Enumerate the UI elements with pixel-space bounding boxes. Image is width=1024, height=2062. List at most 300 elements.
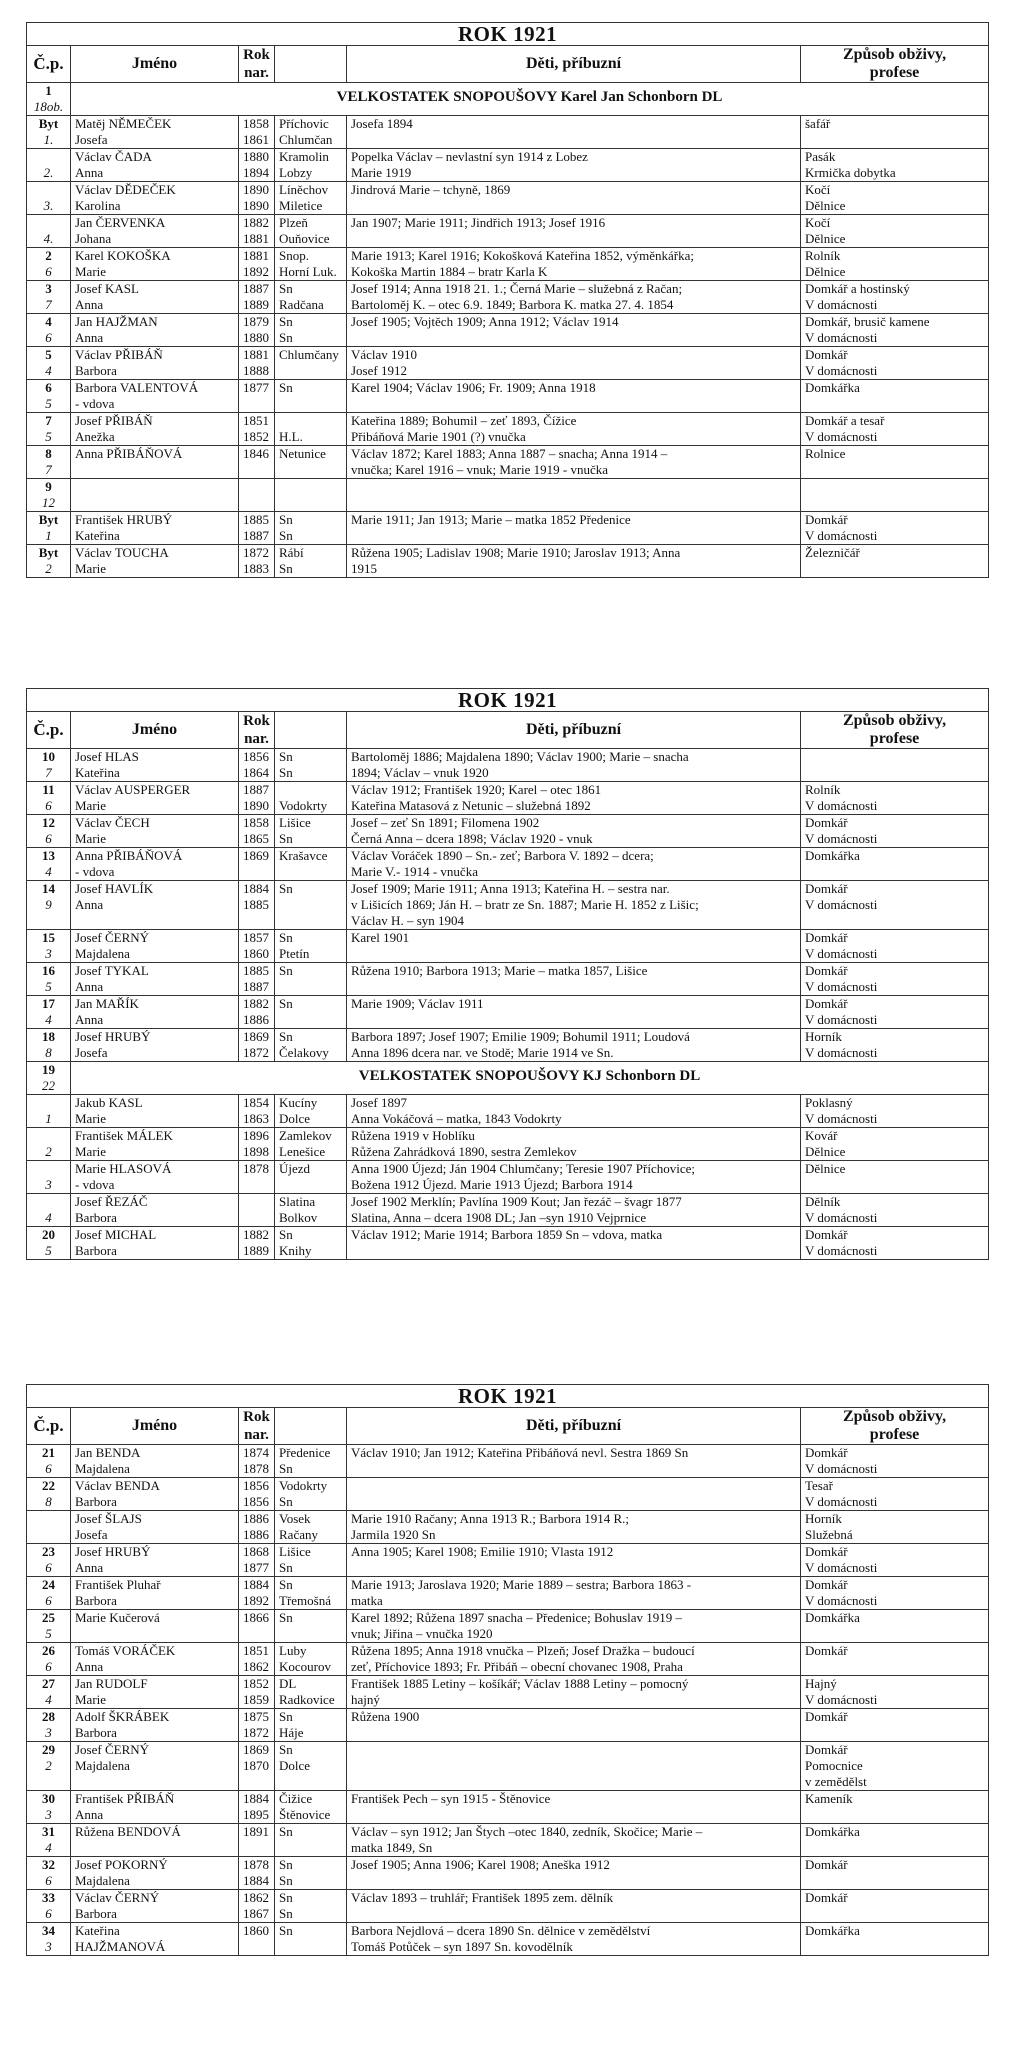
birth-year-cell [239,1923,275,1956]
occupation: Domkář a hostinský [805,281,910,296]
birthplace: Lenešice [279,1144,326,1159]
birth-year-cell [239,1890,275,1923]
house-number [31,1161,66,1177]
birthplace: Slatina [279,1194,316,1209]
birthplace-cell [275,815,347,848]
person-name: - vdova [75,396,115,411]
name-cell [71,149,239,182]
birthplace: Sn [279,1906,293,1921]
relatives-cell [347,815,801,848]
relatives-cell [347,413,801,446]
house-number-cell [27,930,71,963]
occupation: Domkář [805,1890,848,1905]
column-header-cp: Č.p. [27,712,71,749]
birth-year-cell [239,413,275,446]
person-name: Majdalena [75,1461,130,1476]
relatives-line: Marie 1910 Račany; Anna 1913 R.; Barbora 1914 R.; [351,1511,630,1526]
register-sheet-2 [26,688,988,1260]
occupation: Dělnice [805,264,846,279]
house-subnumber: 3 [45,1939,52,1954]
house-number-cell [27,1923,71,1956]
house-subnumber: 22 [42,1078,55,1093]
birth-year: 1878 [243,1461,269,1476]
house-subnumber: 1. [43,132,54,147]
header-row [27,1408,989,1445]
birthplace: Kucíny [279,1095,318,1110]
birth-year: 1894 [243,165,269,180]
house-number-cell [27,479,71,512]
occupation: Domkář [805,881,848,896]
birth-year: 1875 [243,1709,269,1724]
birthplace [279,782,342,798]
person-name: Anna [75,1807,104,1822]
house-number: 7 [45,413,52,428]
name-cell [71,413,239,446]
house-number: 11 [42,782,55,797]
house-number: 29 [42,1742,55,1757]
house-number: Byt [38,116,59,131]
house-number-cell [27,1161,71,1194]
birthplace: Sn [279,1461,293,1476]
birth-year: 1860 [243,946,269,961]
relatives-line: Václav 1893 – truhlář; František 1895 zem. dělník [351,1890,614,1905]
birthplace: Kocourov [279,1659,331,1674]
person-name: Barbora [75,1210,117,1225]
name-cell [71,881,239,930]
house-subnumber: 3. [43,198,54,213]
birthplace: Sn [279,1227,293,1242]
house-number: 8 [45,446,52,461]
name-cell [71,1923,239,1956]
person-name: František MÁLEK [75,1128,173,1143]
occupation-cell [801,963,989,996]
birth-year-cell [239,1610,275,1643]
birth-year: 1890 [243,798,269,813]
relatives-cell [347,1128,801,1161]
house-subnumber: 5 [45,1626,52,1641]
house-subnumber: 6 [45,1873,52,1888]
birthplace: Sn [279,1709,293,1724]
occupation: Domkář [805,996,848,1011]
house-number-cell [27,83,71,116]
birth-year: 1852 [243,1676,269,1691]
birth-year: 1846 [243,446,269,461]
birth-year: 1885 [243,963,269,978]
birth-year-cell [239,314,275,347]
person-name: Jan ČERVENKA [75,215,166,230]
birth-year: 1865 [243,831,269,846]
occupation-cell [801,446,989,479]
person-name: Anna PŘIBÁŇOVÁ [75,848,183,863]
occupation [805,749,984,765]
relatives-line: Marie 1919 [351,165,412,180]
house-number-cell [27,116,71,149]
house-subnumber: 6 [45,1461,52,1476]
name-cell [71,182,239,215]
person-name: Václav DĚDEČEK [75,182,176,197]
relatives-cell [347,1709,801,1742]
person-name: Josef TYKAL [75,963,149,978]
relatives-line: matka 1849, Sn [351,1840,433,1855]
column-header-zpusob [801,712,989,749]
birthplace-cell [275,749,347,782]
house-number-cell [27,215,71,248]
person-name: Anna [75,1560,104,1575]
relatives-line: Josef – zeť Sn 1891; Filomena 1902 [351,815,540,830]
person-name [75,1626,234,1642]
person-name: Anna [75,1659,104,1674]
relatives-cell [347,281,801,314]
column-header-zpusob [801,46,989,83]
relatives-line: Kateřina Matasová z Netunic – služebná 1892 [351,798,591,813]
table-row [27,314,989,347]
relatives-line: Marie V.- 1914 - vnučka [351,864,478,879]
relatives-line: vnučka; Karel 1916 – vnuk; Marie 1919 - vnučka [351,462,609,477]
person-name: Josef PŘIBÁŇ [75,413,153,428]
occupation: V domácnosti [805,946,878,961]
birthplace-cell [275,1742,347,1791]
table-row [27,1227,989,1260]
person-name: Josef MICHAL [75,1227,157,1242]
house-subnumber: 4 [45,1210,52,1225]
birthplace: Horní Luk. [279,264,337,279]
table-row [27,446,989,479]
house-subnumber: 5 [45,429,52,444]
name-cell [71,512,239,545]
house-number-cell [27,446,71,479]
table-row [27,149,989,182]
house-number-cell [27,248,71,281]
relatives-line: Jarmila 1920 Sn [351,1527,436,1542]
birth-year-cell [239,1709,275,1742]
occupation: Domkář [805,1709,848,1724]
house-number: 20 [42,1227,55,1242]
occupation-cell [801,182,989,215]
house-number-cell [27,1478,71,1511]
occupation-cell [801,116,989,149]
birth-year [243,396,270,412]
occupation: Horník [805,1511,842,1526]
relatives-line: Růžena 1895; Anna 1918 vnučka – Plzeň; Josef Dražka – budoucí [351,1643,695,1658]
relatives-line: Božena 1912 Újezd. Marie 1913 Újezd; Barbora 1914 [351,1177,633,1192]
title-row [27,1385,989,1408]
birthplace: Čižice [279,1791,313,1806]
occupation: Domkář [805,1643,848,1658]
house-number-cell [27,1890,71,1923]
birthplace-cell [275,782,347,815]
birthplace: Lišice [279,815,311,830]
person-name: Marie [75,798,107,813]
person-name: Anežka [75,429,115,444]
occupation: V domácnosti [805,831,878,846]
person-name: Václav ČERNÝ [75,1890,160,1905]
occupation: Pomocnice [805,1758,863,1773]
name-cell [71,347,239,380]
birth-year-cell [239,930,275,963]
person-name: Barbora [75,363,117,378]
name-cell [71,1643,239,1676]
table-row [27,182,989,215]
birth-year: 1880 [243,330,269,345]
name-cell [71,1824,239,1857]
house-number-cell [27,963,71,996]
table-row [27,1095,989,1128]
name-cell [71,930,239,963]
house-number-cell [27,1610,71,1643]
person-name: Anna [75,1012,104,1027]
person-name: Jan HAJŽMAN [75,314,158,329]
house-subnumber: 6 [45,1593,52,1608]
occupation: Dělník [805,1194,841,1209]
house-number: 19 [42,1062,55,1077]
occupation: Domkář [805,1544,848,1559]
relatives-cell [347,380,801,413]
house-number-cell [27,1577,71,1610]
table-row [27,1194,989,1227]
person-name: Josef KASL [75,281,139,296]
birth-year-cell [239,963,275,996]
house-number: 17 [42,996,55,1011]
occupation: V domácnosti [805,1045,878,1060]
person-name: Josef HRUBÝ [75,1029,151,1044]
birthplace-cell [275,248,347,281]
birth-year: 1862 [243,1659,269,1674]
house-number: 10 [42,749,55,764]
person-name: Václav PŘIBÁŇ [75,347,163,362]
birthplace: Bolkov [279,1210,318,1225]
birthplace-cell [275,413,347,446]
register-table [26,1384,989,1956]
occupation: Domkářka [805,848,860,863]
birthplace: Sn [279,330,293,345]
column-header-misto [275,1408,347,1445]
occupation-cell [801,749,989,782]
occupation-cell [801,1742,989,1791]
birthplace: Sn [279,512,293,527]
occupation-cell [801,479,989,512]
house-subnumber: 18ob. [33,99,64,114]
person-name: Václav ČADA [75,149,152,164]
table-row [27,848,989,881]
birth-year-cell [239,782,275,815]
occupation: šafář [805,116,831,131]
person-name: Anna [75,330,104,345]
relatives-line: Anna 1900 Újezd; Ján 1904 Chlumčany; Teresie 1907 Příchovice; [351,1161,695,1176]
occupation-cell [801,881,989,930]
person-name: Anna [75,165,104,180]
person-name: Anna [75,979,104,994]
occupation: V domácnosti [805,1494,878,1509]
name-cell [71,1610,239,1643]
house-number-cell [27,1445,71,1478]
birthplace: Sn [279,1890,293,1905]
relatives-line: Slatina, Anna – dcera 1908 DL; Jan –syn 1910 Vejprnice [351,1210,647,1225]
house-subnumber: 3 [45,946,52,961]
birthplace: Knihy [279,1243,312,1258]
relatives-line: hajný [351,1692,380,1707]
house-number [31,1194,66,1210]
house-number: 6 [45,380,52,395]
birth-year-cell [239,1742,275,1791]
column-header-rok-line: nar. [244,65,269,81]
occupation-cell [801,248,989,281]
house-number: 14 [42,881,55,896]
birthplace: Plzeň [279,215,308,230]
birthplace [279,1626,342,1642]
birthplace: Sn [279,1742,293,1757]
person-name: Jakub KASL [75,1095,143,1110]
house-number [31,215,66,231]
relatives-line: Jindrová Marie – tchyně, 1869 [351,182,511,197]
house-number: 9 [45,479,52,494]
birthplace [279,462,342,478]
birthplace: Ouňovice [279,231,330,246]
relatives-cell [347,446,801,479]
column-header-zpusob-line: Způsob obživy, [842,46,947,63]
birth-year: 1882 [243,996,269,1011]
occupation-cell [801,1128,989,1161]
birth-year-cell [239,215,275,248]
house-number: 31 [42,1824,55,1839]
relatives-cell [347,1445,801,1478]
birthplace: Sn [279,749,293,764]
house-number-cell [27,1857,71,1890]
table-row [27,1478,989,1511]
house-number-cell [27,413,71,446]
occupation: Horník [805,1029,842,1044]
relatives-cell [347,182,801,215]
birthplace [279,495,342,511]
birthplace-cell [275,182,347,215]
house-number: 2 [45,248,52,263]
relatives-line: Josef 1912 [351,363,407,378]
occupation-cell [801,996,989,1029]
name-cell [71,1445,239,1478]
relatives-cell [347,963,801,996]
house-number-cell [27,281,71,314]
table-row [27,1742,989,1791]
occupation-cell [801,314,989,347]
occupation: Rolnice [805,446,846,461]
birth-year: 1885 [243,897,269,912]
name-cell [71,782,239,815]
occupation: Domkář [805,1445,848,1460]
birthplace: Lišice [279,1544,311,1559]
relatives-cell [347,1824,801,1857]
occupation-cell [801,1511,989,1544]
relatives-cell [347,1610,801,1643]
person-name: Marie [75,1144,107,1159]
relatives-line: Václav H. – syn 1904 [351,913,465,928]
birthplace-cell [275,545,347,578]
birth-year-cell [239,479,275,512]
birth-year: 1851 [243,1643,269,1658]
birthplace: Sn [279,1560,293,1575]
birth-year: 1858 [243,815,269,830]
person-name: František PŘIBÁŇ [75,1791,175,1806]
relatives-cell [347,1643,801,1676]
house-subnumber: 6 [45,264,52,279]
house-number-cell [27,1709,71,1742]
relatives-cell [347,848,801,881]
house-number [31,149,66,165]
relatives-line: matka [351,1593,383,1608]
occupation: Kameník [805,1791,853,1806]
occupation-cell [801,1643,989,1676]
birthplace-cell [275,1029,347,1062]
house-subnumber: 4 [45,1692,52,1707]
house-number: 1 [45,83,52,98]
person-name: Majdalena [75,1873,130,1888]
person-name: Adolf ŠKRÁBEK [75,1709,170,1724]
occupation-cell [801,782,989,815]
house-number: 16 [42,963,55,978]
column-header-rok-line: nar. [244,731,269,747]
relatives-line: Václav 1912; Marie 1914; Barbora 1859 Sn – vdova, matka [351,1227,663,1242]
birthplace [279,1177,342,1193]
birth-year: 1868 [243,1544,269,1559]
relatives-line [351,1742,796,1758]
birth-year [243,1194,270,1210]
column-header-zpusob-line: profese [869,1426,920,1443]
occupation-cell [801,1544,989,1577]
table-row [27,1643,989,1676]
birthplace-cell [275,1095,347,1128]
birth-year: 1856 [243,749,269,764]
occupation: Železničář [805,545,860,560]
name-cell [71,1227,239,1260]
birth-year: 1883 [243,561,269,576]
birth-year: 1852 [243,429,269,444]
house-number: 18 [42,1029,55,1044]
relatives-cell [347,749,801,782]
house-number-cell [27,545,71,578]
occupation-cell [801,930,989,963]
person-name: Josef ČERNÝ [75,930,150,945]
relatives-cell [347,1544,801,1577]
header-row [27,46,989,83]
relatives-line: Přibáňová Marie 1901 (?) vnučka [351,429,526,444]
birthplace-cell [275,848,347,881]
house-subnumber: 6 [45,1560,52,1575]
name-cell [71,314,239,347]
person-name [75,495,234,511]
birth-year-cell [239,1643,275,1676]
house-subnumber: 3 [45,1807,52,1822]
birth-year [243,1840,270,1856]
column-header-cp: Č.p. [27,1408,71,1445]
house-number-cell [27,996,71,1029]
birth-year-cell [239,446,275,479]
occupation: V domácnosti [805,1560,878,1575]
person-name: Josefa [75,132,108,147]
occupation: Domkář [805,512,848,527]
occupation-cell [801,1194,989,1227]
table-row [27,1676,989,1709]
birth-year: 1896 [243,1128,269,1143]
birthplace: Sn [279,281,293,296]
name-cell [71,1095,239,1128]
person-name: Marie [75,1692,107,1707]
person-name: Majdalena [75,1758,130,1773]
birth-year: 1887 [243,979,269,994]
table-row [27,881,989,930]
birthplace [279,479,342,495]
table-row [27,545,989,578]
house-subnumber: 12 [42,495,55,510]
register-table [26,22,989,578]
birthplace-cell [275,1676,347,1709]
